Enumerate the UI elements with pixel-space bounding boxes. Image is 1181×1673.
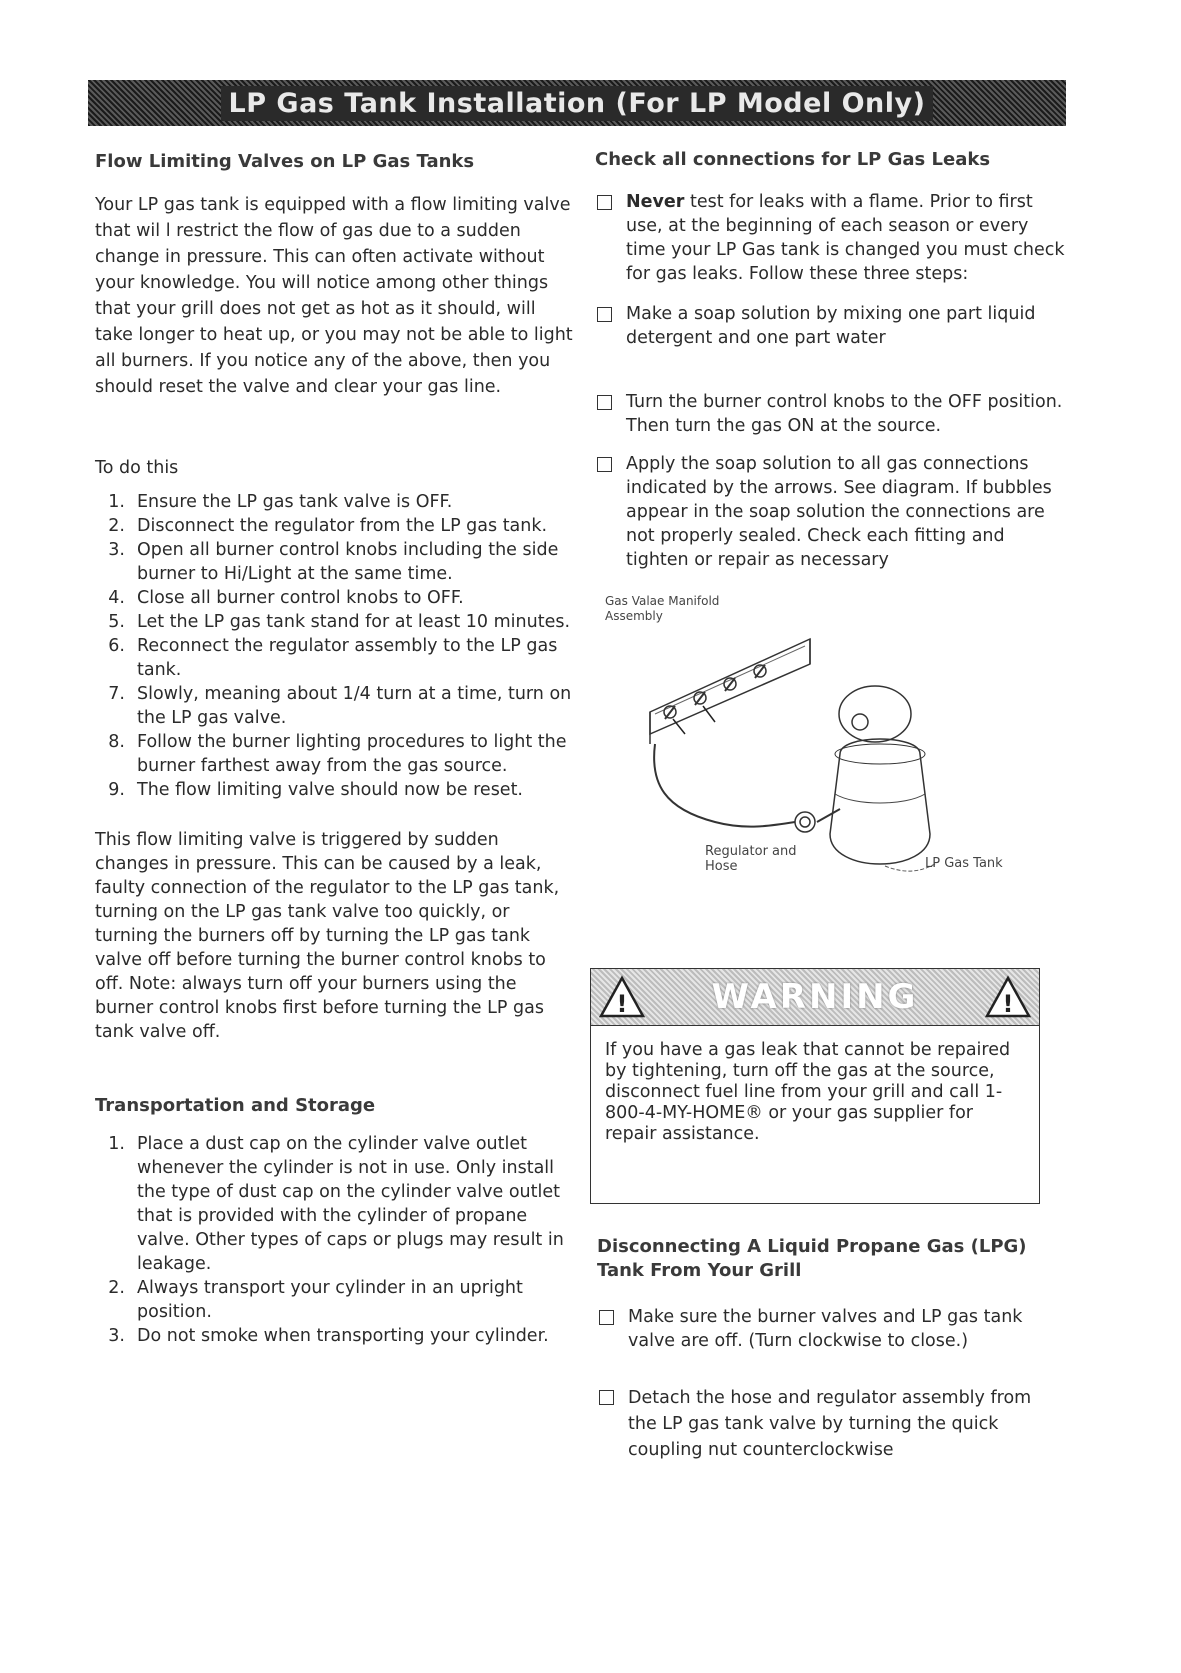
list-item: 6. Reconnect the regulator assembly to the LP gas tank.: [108, 636, 558, 680]
transport-steps-list: [95, 1132, 575, 1348]
checkbox-icon: [597, 195, 612, 210]
check-item-1-text: test for leaks with a flame. Prior to first use, at the beginning of each season or every time your LP Gas tank is changed you must check for gas leaks. Follow these three steps:: [626, 192, 1065, 284]
warning-title: WARNING: [711, 977, 919, 1017]
checkbox-icon: [599, 1310, 614, 1325]
flow-note: This flow limiting valve is triggered by sudden changes in pressure. This can be caused by a leak, faulty connection of the regulator to the LP gas tank, turning on the LP gas tank valve too quickly, or turning the burners off by turning the LP gas tank valve off before turning the burner control knobs to off. Note: always turn off your burners using the burner control knobs first before turning the LP gas tank valve off.: [95, 830, 560, 1042]
check-item-1: [595, 190, 1065, 286]
disconnect-heading: Disconnecting A Liquid Propane Gas (LPG) Tank From Your Grill: [597, 1236, 1027, 1281]
list-item: 5. Let the LP gas tank stand for at least 10 minutes.: [108, 612, 571, 632]
list-item: 1. Place a dust cap on the cylinder valve outlet whenever the cylinder is not in use. Only install the type of dust cap on the cylinder valve outlet that is provided with the cylinder of propane valve. Other types of caps or plugs may result in leakage.: [108, 1134, 564, 1274]
right-column: [595, 148, 1065, 904]
disconnect-item-2: [597, 1385, 1057, 1463]
warning-triangle-icon: [985, 975, 1031, 1019]
check-item-2: [595, 302, 1065, 350]
warning-header: [591, 969, 1039, 1026]
list-item: 3. Open all burner control knobs including the side burner to Hi/Light at the same time.: [108, 540, 559, 584]
checkbox-icon: [597, 307, 612, 322]
flow-heading: Flow Limiting Valves on LP Gas Tanks: [95, 151, 475, 172]
transport-heading: Transportation and Storage: [95, 1095, 376, 1116]
disconnect-item-1-text: Make sure the burner valves and LP gas tank valve are off. (Turn clockwise to close.): [628, 1307, 1023, 1351]
list-item: 9. The flow limiting valve should now be reset.: [108, 780, 523, 800]
list-item: 2. Disconnect the regulator from the LP gas tank.: [108, 516, 548, 536]
regulator-label: Regulator and Hose: [705, 844, 797, 874]
svg-text:!: !: [1002, 990, 1014, 1018]
reset-steps-list: [95, 490, 575, 802]
disconnect-item-1: [597, 1305, 1057, 1353]
check-item-3-text: Turn the burner control knobs to the OFF position. Then turn the gas ON at the source.: [626, 392, 1063, 436]
warning-text: If you have a gas leak that cannot be repaired by tightening, turn off the gas at the source, disconnect fuel line from your grill and call 1-800-4-MY-HOME® or your gas supplier for repair assistance.: [605, 1040, 1011, 1144]
checkbox-icon: [599, 1390, 614, 1405]
disconnect-item-2-text: Detach the hose and regulator assembly from the LP gas tank valve by turning the quick coupling nut counterclockwise: [628, 1388, 1032, 1460]
check-item-4-text: Apply the soap solution to all gas connections indicated by the arrows. See diagram. If bubbles appear in the soap solution the connections are not properly sealed. Check each fitting and tighten or repair as necessary: [626, 454, 1052, 570]
svg-text:!: !: [616, 990, 628, 1018]
check-item-2-text: Make a soap solution by mixing one part liquid detergent and one part water: [626, 304, 1036, 348]
manifold-label: Gas Valae Manifold Assembly: [605, 594, 720, 623]
left-column: [95, 150, 575, 1348]
check-item-4: [595, 452, 1065, 572]
check-heading: Check all connections for LP Gas Leaks: [595, 149, 991, 170]
tank-label: LP Gas Tank: [925, 856, 1003, 871]
list-item: 8. Follow the burner lighting procedures to light the burner farthest away from the gas source.: [108, 732, 567, 776]
checkbox-icon: [597, 395, 612, 410]
never-label: Never: [626, 192, 685, 212]
list-item: 2. Always transport your cylinder in an upright position.: [108, 1278, 523, 1322]
disconnect-section: [597, 1235, 1057, 1463]
gas-tank-diagram: [595, 594, 1035, 904]
checkbox-icon: [597, 457, 612, 472]
list-item: 3. Do not smoke when transporting your cylinder.: [108, 1326, 549, 1346]
page-title: LP Gas Tank Installation (For LP Model Only): [221, 86, 934, 121]
list-item: 7. Slowly, meaning about 1/4 turn at a time, turn on the LP gas valve.: [108, 684, 572, 728]
warning-triangle-icon: [599, 975, 645, 1019]
list-item: 4. Close all burner control knobs to OFF.: [108, 588, 464, 608]
page-banner: [88, 80, 1066, 126]
flow-paragraph: Your LP gas tank is equipped with a flow limiting valve that wil l restrict the flow of gas due to a sudden change in pressure. This can often activate without your knowledge. You will notice among other things that your grill does not get as hot as it should, will take longer to heat up, or you may not be able to light all burners. If you notice any of the above, then you should reset the valve and clear your gas line.: [95, 195, 573, 397]
warning-box: [590, 968, 1040, 1204]
list-item: 1. Ensure the LP gas tank valve is OFF.: [108, 492, 453, 512]
todo-label: To do this: [95, 458, 179, 478]
check-item-3: [595, 390, 1065, 438]
